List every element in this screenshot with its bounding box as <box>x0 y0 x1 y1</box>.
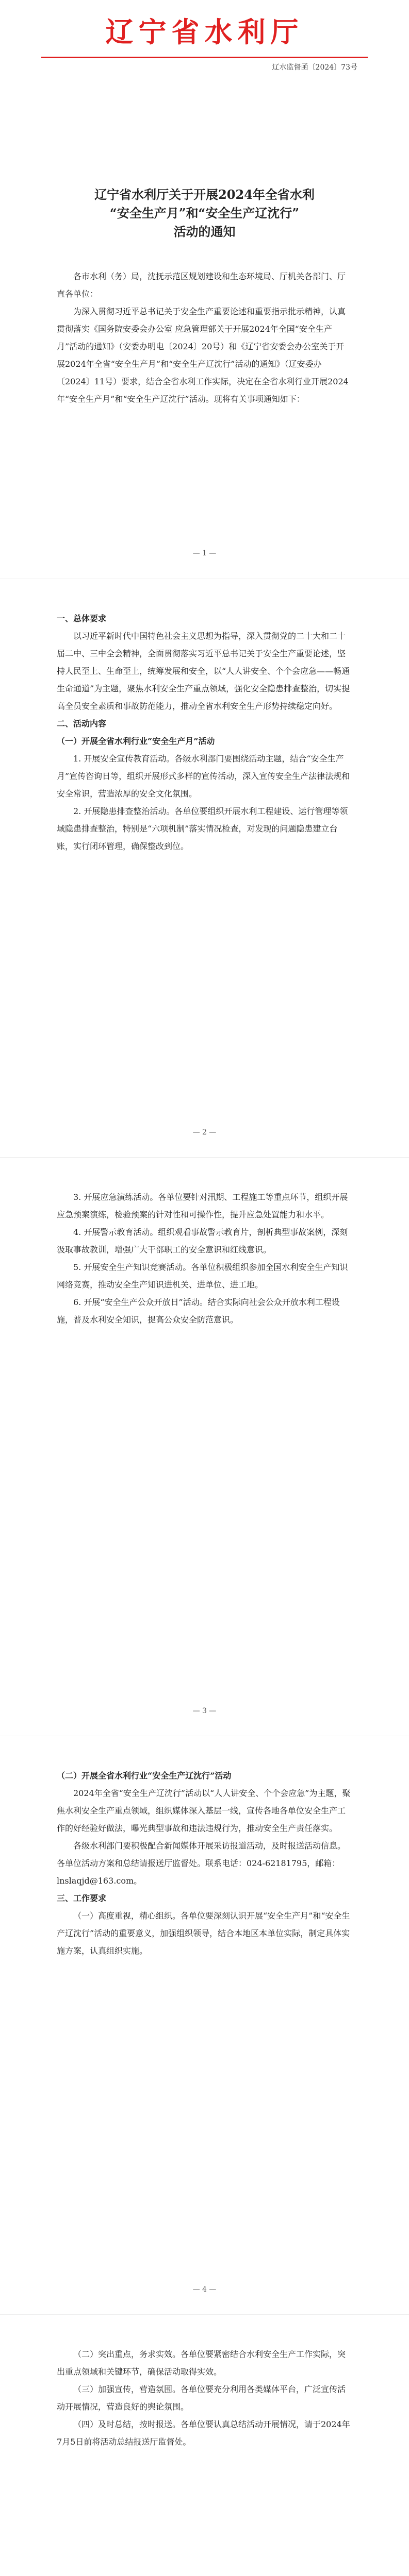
page-2 <box>0 579 409 1157</box>
section-1-heading: 一、总体要求 <box>57 614 107 623</box>
section-2-item-5: 5. 开展安全生产知识竞赛活动。各单位积极组织参加全国水利安全生产知识网络竞赛，推动安全生产知识进机关、进单位、进工地。 <box>57 1262 348 1290</box>
page-number-3: — 3 — <box>192 1707 217 1715</box>
section-2-sub-1: （一）开展全省水利行业“安全生产月”活动 <box>57 736 215 746</box>
section-2-item-3: 3. 开展应急演练活动。各单位要针对汛期、工程施工等重点环节，组织开展应急预案演练，检验预案的针对性和可操作性，提升应急处置能力和水平。 <box>57 1192 348 1219</box>
title-line-3: 活动的通知 <box>173 224 236 239</box>
section-2-sub-2-para-1: 2024年全省“安全生产辽沈行”活动以“人人讲安全、个个会应急”为主题，聚焦水利安全生产重点领域，组织媒体深入基层一线，宣传各地各单位安全生产工作的好经验好做法，曝光典型事故和违法违规行为，推动安全生产责任落实。 <box>57 1788 351 1833</box>
document-title <box>62 185 347 241</box>
page-number-4: — 4 — <box>192 2285 217 2294</box>
section-2-sub-2: （二）开展全省水利行业“安全生产辽沈行”活动 <box>57 1771 232 1781</box>
section-3-req-1: （一）高度重视，精心组织。各单位要深刻认识开展“安全生产月”和“安全生产辽沈行”活动的重要意义，加强组织领导，结合本地区本单位实际，制定具体实施方案，认真组织实施。 <box>57 1911 350 1956</box>
section-2-continued <box>57 1189 352 1329</box>
section-2-subsection-2 <box>57 1767 352 1960</box>
page-5 <box>0 2314 409 2576</box>
section-3-heading: 三、工作要求 <box>57 1893 107 1903</box>
intro-paragraph: 为深入贯彻习近平总书记关于安全生产重要论述和重要指示批示精神，认真贯彻落实《国务院安委会办公室 应急管理部关于开展2024年全国“安全生产月”活动的通知》（安委办明电〔2024〕20号）和《辽宁省安委会办公室关于开展2024年全省“安全生产月”和“安全生产辽沈行”活动的通知》（辽安委办〔2024〕11号）要求，结合全省水利工作实际，决定在全省水利行业开展2024年“安全生产月”和“安全生产辽沈行”活动。现将有关事项通知如下： <box>57 307 349 404</box>
section-2-item-6: 6. 开展“安全生产公众开放日”活动。结合实际向社会公众开放水利工程设施，普及水利安全知识，提高公众安全防范意识。 <box>57 1297 340 1325</box>
page-4 <box>0 1736 409 2314</box>
section-2-item-1: 1. 开展安全宣传教育活动。各级水利部门要围绕活动主题，结合“安全生产月”宣传咨询日等，组织开展形式多样的宣传活动，深入宣传安全生产法律法规和安全常识，营造浓厚的安全文化氛围。 <box>57 754 350 799</box>
title-line-2: “安全生产月”和“安全生产辽沈行” <box>109 206 300 221</box>
recipients: 各市水利（务）局，沈抚示范区规划建设和生态环境局、厅机关各部门、厅直各单位： <box>57 272 346 299</box>
section-3-req-3: （三）加强宣传，营造氛围。各单位要充分利用各类媒体平台，广泛宣传活动开展情况，营造良好的舆论氛围。 <box>57 2384 346 2412</box>
header-red-rule <box>41 57 368 58</box>
page-3 <box>0 1157 409 1736</box>
section-2-sub-2-para-2: 各级水利部门要积极配合新闻媒体开展采访报道活动，及时报送活动信息。各单位活动方案和总结请报送厅监督处。联系电话：024-62181795，邮箱：lnslaqjd@163.com。 <box>57 1841 346 1886</box>
intro-block <box>57 268 352 408</box>
page-number-2: — 2 — <box>192 1128 217 1137</box>
section-3-req-4: （四）及时总结，按时报送。各单位要认真总结活动开展情况，请于2024年7月5日前将活动总结报送厅监督处。 <box>57 2419 350 2447</box>
section-3-req-2: （二）突出重点，务求实效。各单位要紧密结合水利安全生产工作实际，突出重点领域和关键环节，确保活动取得实效。 <box>57 2349 346 2377</box>
section-2-heading: 二、活动内容 <box>57 719 107 728</box>
section-1 <box>57 610 352 855</box>
section-1-paragraph: 以习近平新时代中国特色社会主义思想为指导，深入贯彻党的二十大和二十届二中、三中全会精神，全面贯彻落实习近平总书记关于安全生产重要论述，坚持人民至上、生命至上，统筹发展和安全，以“人人讲安全、个个会应急——畅通生命通道”为主题，聚焦水利安全生产重点领域，强化安全隐患排查整治，切实提高全员安全素质和事故防范能力，推动全省水利安全生产形势持续稳定向好。 <box>57 631 350 711</box>
agency-header-title: 辽宁省水利厅 <box>105 15 304 48</box>
page-number-1: — 1 — <box>192 549 217 557</box>
section-2-item-2: 2. 开展隐患排查整治活动。各单位要组织开展水利工程建设、运行管理等领域隐患排查整治，特别是“六项机制”落实情况检查，对发现的问题隐患建立台账，实行闭环管理，确保整改到位。 <box>57 806 348 851</box>
page-1 <box>0 0 409 578</box>
section-3-continued <box>57 2346 352 2451</box>
section-2-item-4: 4. 开展警示教育活动。组织观看事故警示教育片，剖析典型事故案例，深刻汲取事故教训，增强广大干部职工的安全意识和红线意识。 <box>57 1227 348 1255</box>
document-number: 辽水监督函〔2024〕73号 <box>272 63 357 72</box>
title-line-1: 辽宁省水利厅关于开展2024年全省水利 <box>94 187 315 202</box>
